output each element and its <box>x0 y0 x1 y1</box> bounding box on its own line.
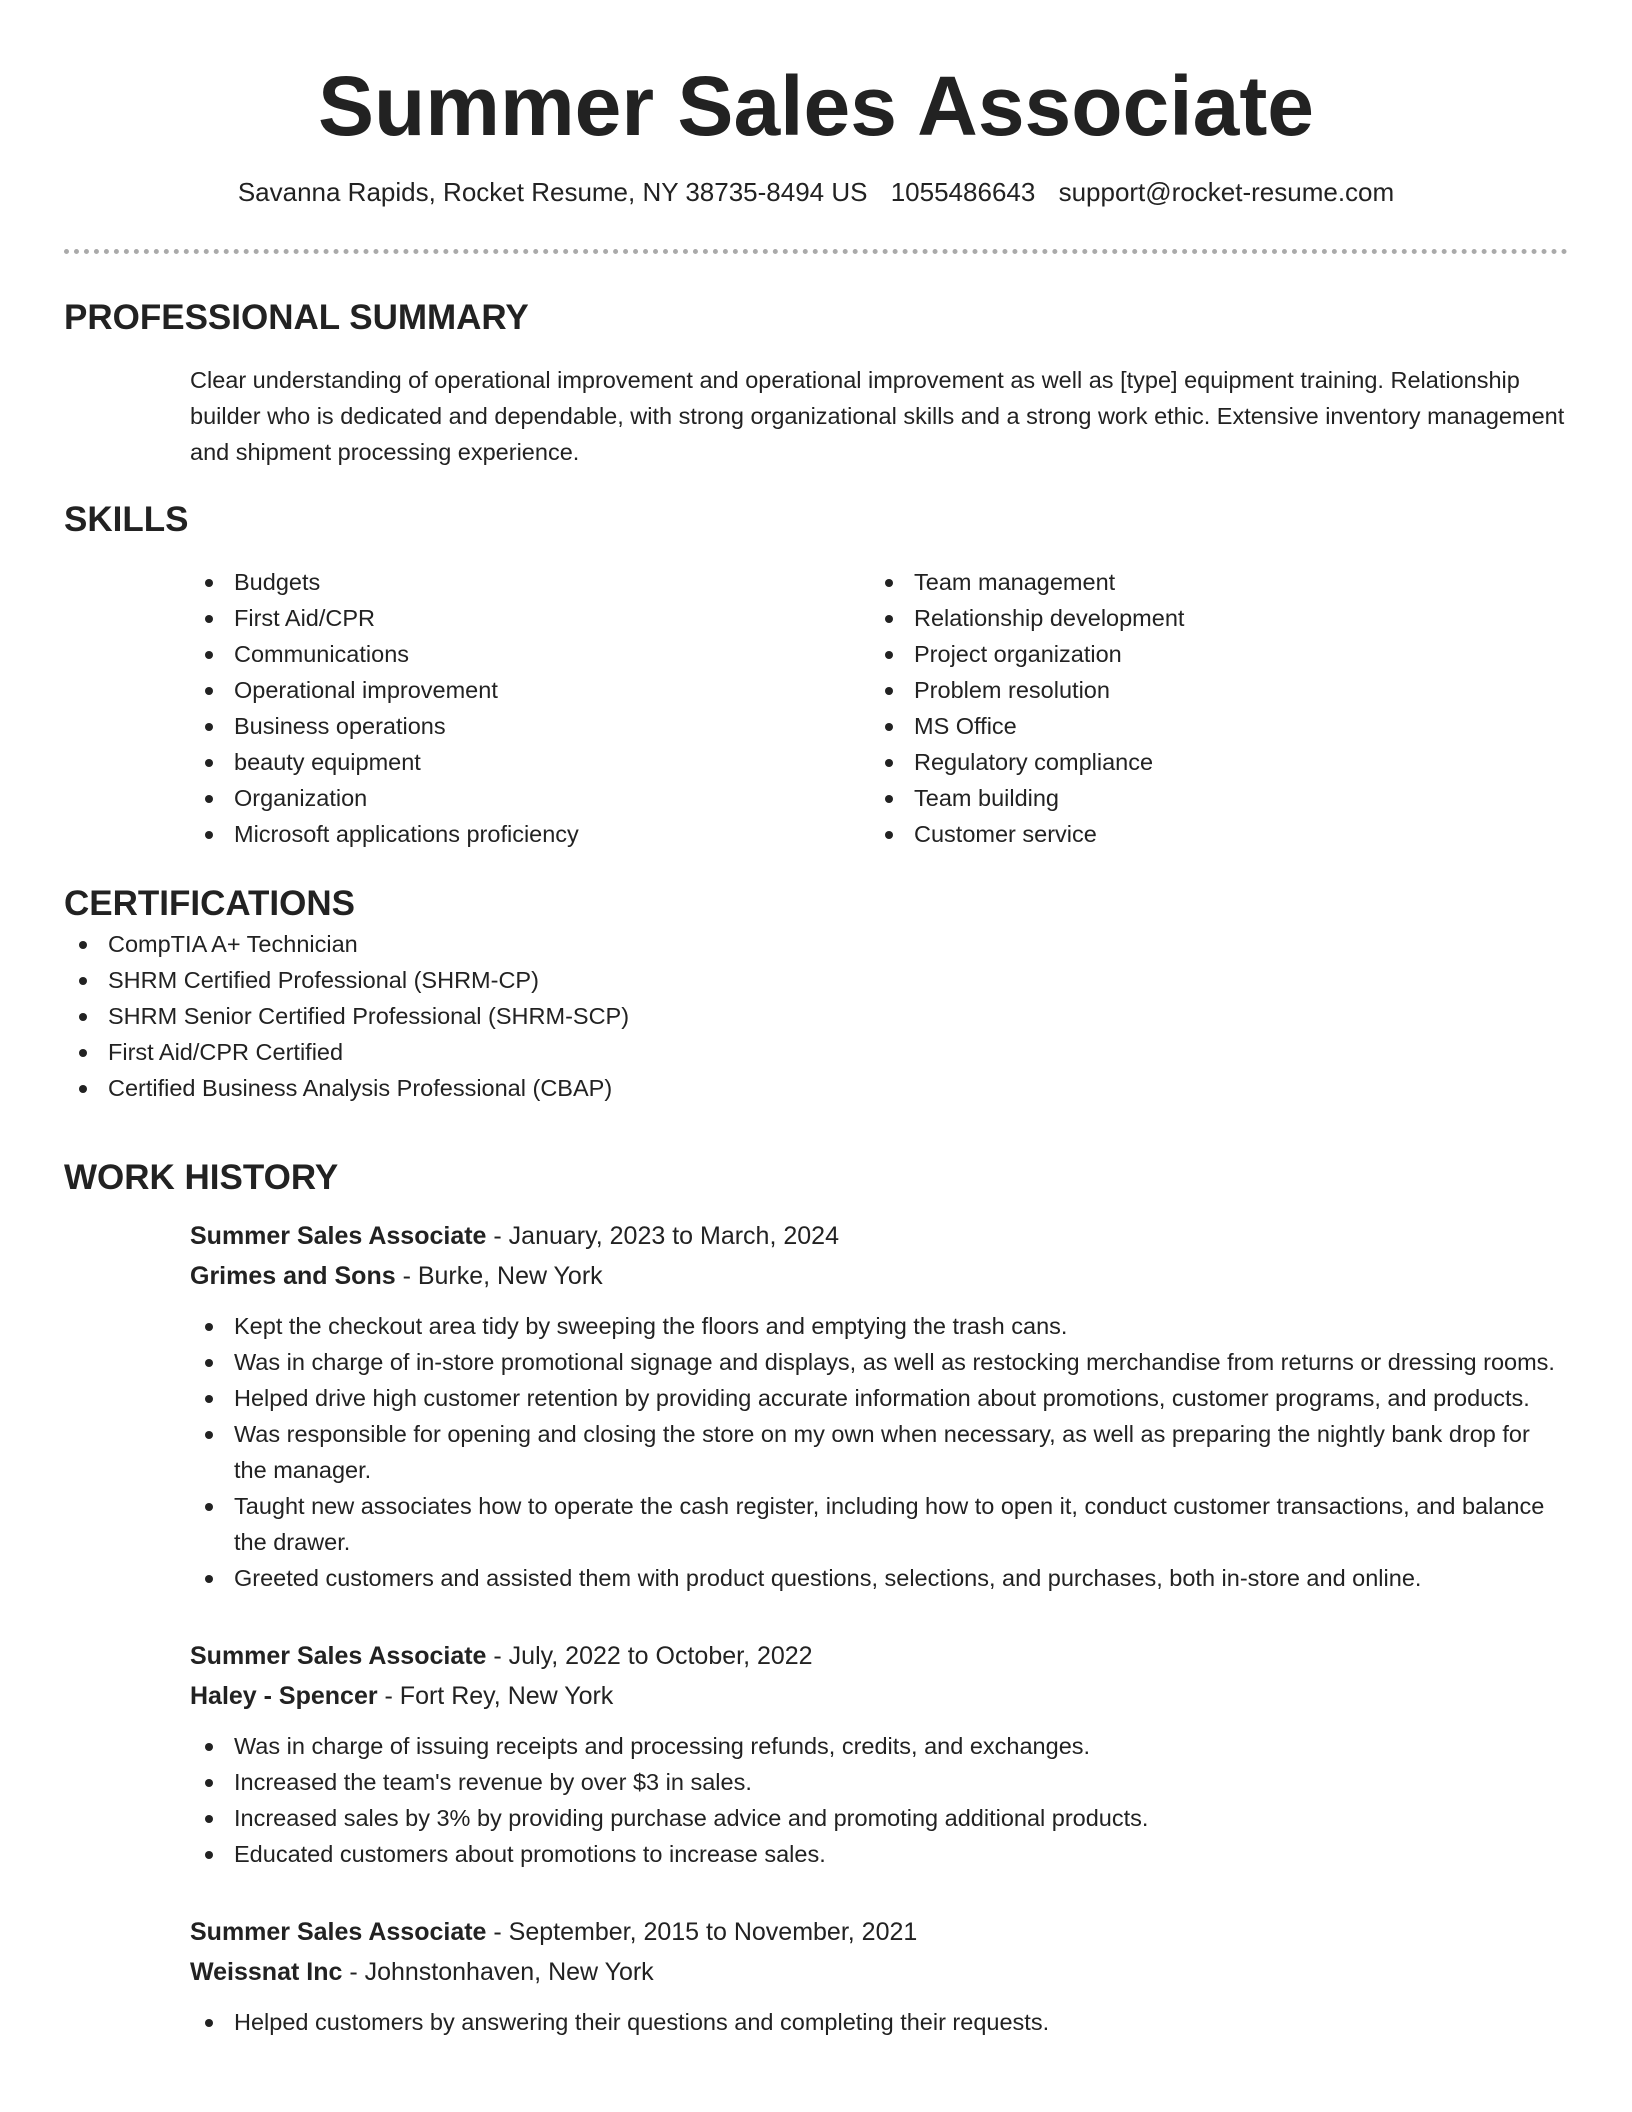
contact-line <box>64 174 1568 210</box>
job-location: - Johnstonhaven, New York <box>342 1958 654 1986</box>
certifications-section <box>64 882 1568 1106</box>
job-entry <box>190 1636 1568 1872</box>
skill-item: Microsoft applications proficiency <box>190 816 870 852</box>
certification-item: SHRM Senior Certified Professional (SHRM-SCP) <box>64 998 1568 1034</box>
summary-title: PROFESSIONAL SUMMARY <box>64 298 529 337</box>
job-role: Summer Sales Associate <box>190 1222 487 1250</box>
skill-item: Budgets <box>190 564 870 600</box>
skill-item: Problem resolution <box>870 672 1550 708</box>
skill-item: Relationship development <box>870 600 1550 636</box>
skills-title: SKILLS <box>64 500 189 539</box>
contact-phone: 1055486643 <box>890 177 1036 207</box>
contact-address: Savanna Rapids, Rocket Resume, NY 38735-8494 US <box>237 177 868 207</box>
work-section <box>64 1156 1568 2040</box>
jobs-container <box>64 1216 1568 2040</box>
job-bullet: Helped drive high customer retention by providing accurate information about promotions, customer programs, and products. <box>190 1380 1568 1416</box>
job-title-line <box>190 1912 1568 1952</box>
job-role: Summer Sales Associate <box>190 1918 487 1946</box>
skill-item: Team management <box>870 564 1550 600</box>
skill-item: Operational improvement <box>190 672 870 708</box>
job-company-line <box>190 1676 1568 1716</box>
job-bullet: Was responsible for opening and closing the store on my own when necessary, as well as preparing the nightly bank drop for the manager. <box>190 1416 1568 1488</box>
job-company-line <box>190 1256 1568 1296</box>
job-bullet: Was in charge of issuing receipts and processing refunds, credits, and exchanges. <box>190 1728 1568 1764</box>
certification-item: Certified Business Analysis Professional (CBAP) <box>64 1070 1568 1106</box>
job-location: - Fort Rey, New York <box>377 1682 614 1710</box>
job-bullets <box>190 1728 1568 1872</box>
certification-item: SHRM Certified Professional (SHRM-CP) <box>64 962 1568 998</box>
certification-item: First Aid/CPR Certified <box>64 1034 1568 1070</box>
skills-list-left <box>190 564 870 852</box>
skill-item: Customer service <box>870 816 1550 852</box>
job-bullet: Helped customers by answering their questions and completing their requests. <box>190 2004 1568 2040</box>
skill-item: MS Office <box>870 708 1550 744</box>
work-title: WORK HISTORY <box>64 1158 339 1197</box>
job-bullet: Taught new associates how to operate the cash register, including how to open it, conduct customer transactions, and balance the drawer. <box>190 1488 1568 1560</box>
job-location: - Burke, New York <box>395 1262 603 1290</box>
job-company: Haley - Spencer <box>190 1682 378 1710</box>
skill-item: Project organization <box>870 636 1550 672</box>
skill-item: beauty equipment <box>190 744 870 780</box>
resume-page <box>64 0 1568 2035</box>
job-bullet: Increased sales by 3% by providing purchase advice and promoting additional products. <box>190 1800 1568 1836</box>
certifications-list <box>64 926 1568 1106</box>
job-bullets <box>190 1308 1568 1596</box>
skill-item: Organization <box>190 780 870 816</box>
job-entry <box>190 1216 1568 1596</box>
job-title-line <box>190 1636 1568 1676</box>
job-dates: - July, 2022 to October, 2022 <box>486 1642 813 1670</box>
skill-item: Regulatory compliance <box>870 744 1550 780</box>
job-dates: - January, 2023 to March, 2024 <box>486 1222 839 1250</box>
skill-item: Business operations <box>190 708 870 744</box>
job-dates: - September, 2015 to November, 2021 <box>486 1918 918 1946</box>
skill-item: Communications <box>190 636 870 672</box>
job-entry <box>190 1912 1568 2040</box>
skills-section <box>64 498 1568 852</box>
job-role: Summer Sales Associate <box>190 1642 487 1670</box>
contact-email: support@rocket-resume.com <box>1058 177 1395 207</box>
skill-item: Team building <box>870 780 1550 816</box>
job-bullet: Kept the checkout area tidy by sweeping the floors and emptying the trash cans. <box>190 1308 1568 1344</box>
job-title-line <box>190 1216 1568 1256</box>
job-bullet: Was in charge of in-store promotional signage and displays, as well as restocking merchandise from returns or dressing rooms. <box>190 1344 1568 1380</box>
certification-item: CompTIA A+ Technician <box>64 926 1568 962</box>
job-bullet: Greeted customers and assisted them with product questions, selections, and purchases, both in-store and online. <box>190 1560 1568 1596</box>
skills-list-right <box>870 564 1550 852</box>
summary-text: Clear understanding of operational improvement and operational improvement as well as [type] equipment training. Relationship builder who is dedicated and dependable, with strong organizational skills and a strong work ethic. Extensive inventory management and shipment processing experience. <box>190 367 1565 465</box>
skills-columns <box>190 564 1568 852</box>
job-company-line <box>190 1952 1568 1992</box>
job-bullet: Educated customers about promotions to increase sales. <box>190 1836 1568 1872</box>
job-company: Weissnat Inc <box>190 1958 343 1986</box>
resume-name: Summer Sales Associate <box>317 59 1315 153</box>
job-company: Grimes and Sons <box>190 1262 396 1290</box>
job-bullet: Increased the team's revenue by over $3 in sales. <box>190 1764 1568 1800</box>
summary-section <box>64 296 1568 470</box>
header-divider <box>64 249 1568 254</box>
skill-item: First Aid/CPR <box>190 600 870 636</box>
certifications-title: CERTIFICATIONS <box>64 884 356 923</box>
job-bullets <box>190 2004 1568 2040</box>
